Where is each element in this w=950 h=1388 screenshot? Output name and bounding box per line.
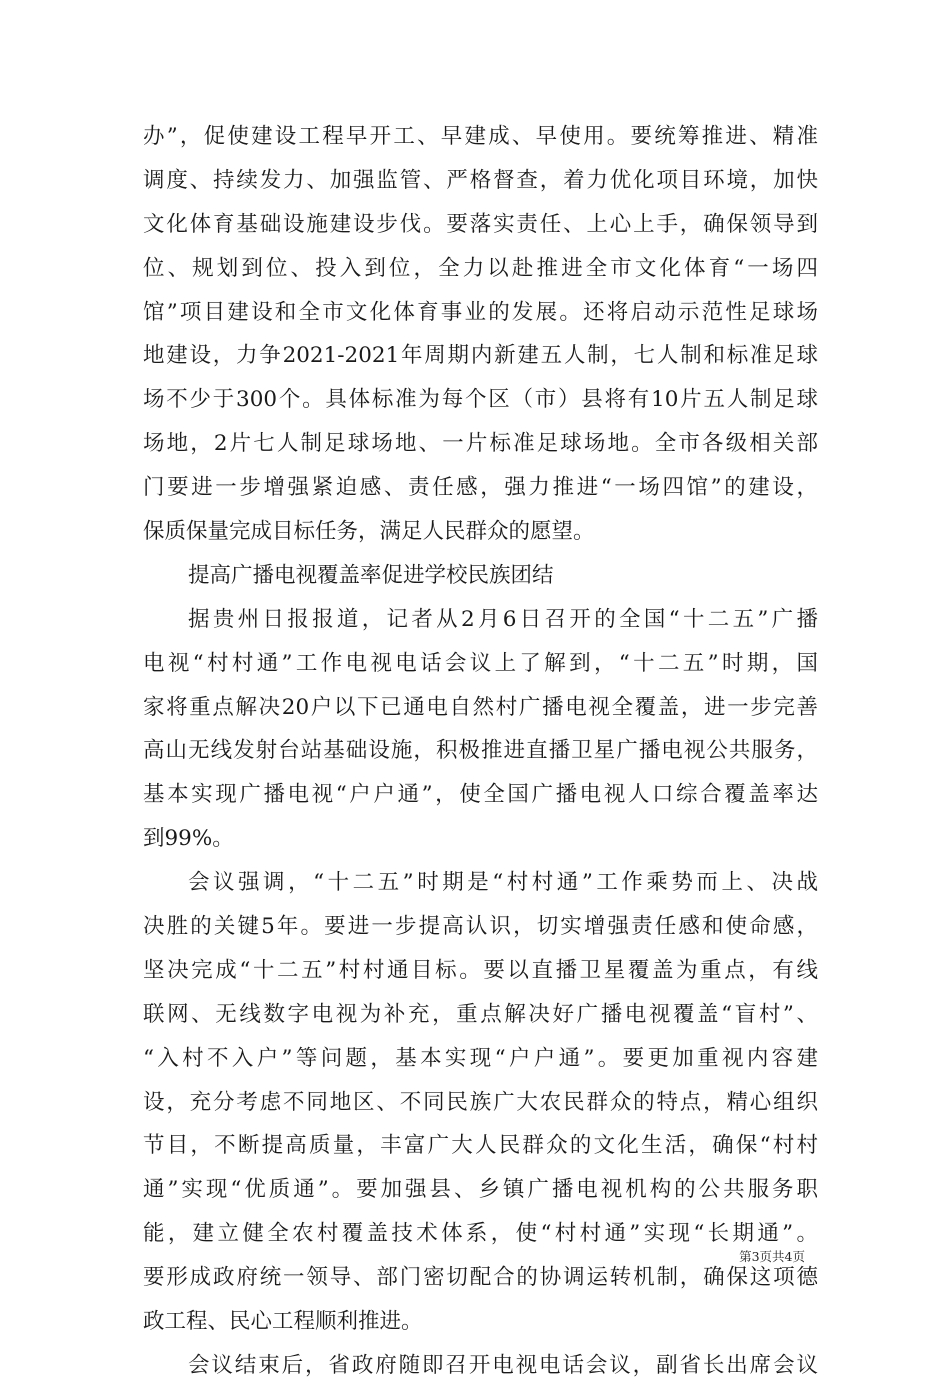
text-line: 地建设，力争2021-2021年周期内新建五人制，七人制和标准足球 [143,343,818,369]
text-line: 文化体育基础设施建设步伐。要落实责任、上心上手，确保领导到 [143,211,818,237]
text-line: “入村不入户”等问题，基本实现“户户通”。要更加重视内容建 [143,1045,818,1071]
text-line: 高山无线发射台站基础设施，积极推进直播卫星广播电视公共服务， [143,738,818,764]
text-line: 会议结束后，省政府随即召开电视电话会议，副省长出席会议 [188,1352,818,1378]
text-line: 据贵州日报报道，记者从2月6日召开的全国“十二五”广播 [188,606,818,632]
text-line: 调度、持续发力、加强监管、严格督查，着力优化项目环境，加快 [143,167,818,193]
text-line: 会议强调，“十二五”时期是“村村通”工作乘势而上、决战 [188,870,818,896]
text-line: 电视“村村通”工作电视电话会议上了解到，“十二五”时期，国 [143,650,818,676]
text-line: 场地，2片七人制足球场地、一片标准足球场地。全市各级相关部 [143,431,818,457]
text-line: 通”实现“优质通”。要加强县、乡镇广播电视机构的公共服务职 [143,1177,818,1203]
text-line: 位、规划到位、投入到位，全力以赴推进全市文化体育“一场四 [143,255,818,281]
text-line: 馆”项目建设和全市文化体育事业的发展。还将启动示范性足球场 [143,299,818,325]
text-line: 设，充分考虑不同地区、不同民族广大农民群众的特点，精心组织 [143,1089,818,1115]
text-line: 基本实现广播电视“户户通”，使全国广播电视人口综合覆盖率达 [143,782,818,808]
text-line: 政工程、民心工程顺利推进。 [143,1309,423,1335]
text-line: 要形成政府统一领导、部门密切配合的协调运转机制，确保这项德 [143,1265,818,1291]
text-line: 节目，不断提高质量，丰富广大人民群众的文化生活，确保“村村 [143,1133,818,1159]
text-line: 联网、无线数字电视为补充，重点解决好广播电视覆盖“盲村”、 [143,1001,818,1027]
section-heading: 提高广播电视覆盖率促进学校民族团结 [188,562,554,588]
text-line: 决胜的关键5年。要进一步提高认识，切实增强责任感和使命感， [143,914,818,940]
text-line: 坚决完成“十二五”村村通目标。要以直播卫星覆盖为重点，有线 [143,957,818,983]
text-line: 保质保量完成目标任务，满足人民群众的愿望。 [143,519,595,545]
text-line: 场不少于300个。具体标准为每个区（市）县将有10片五人制足球 [143,387,818,413]
text-line: 到99%。 [143,826,234,852]
document-body [143,115,818,1388]
text-line: 办”，促使建设工程早开工、早建成、早使用。要统筹推进、精准 [143,124,818,149]
text-line: 家将重点解决20户以下已通电自然村广播电视全覆盖，进一步完善 [143,694,818,720]
text-line: 门要进一步增强紧迫感、责任感，强力推进“一场四馆”的建设， [143,475,818,501]
text-line: 能，建立健全农村覆盖技术体系，使“村村通”实现“长期通”。 [143,1221,818,1247]
page-number: 第3页共4页 [739,1249,805,1264]
